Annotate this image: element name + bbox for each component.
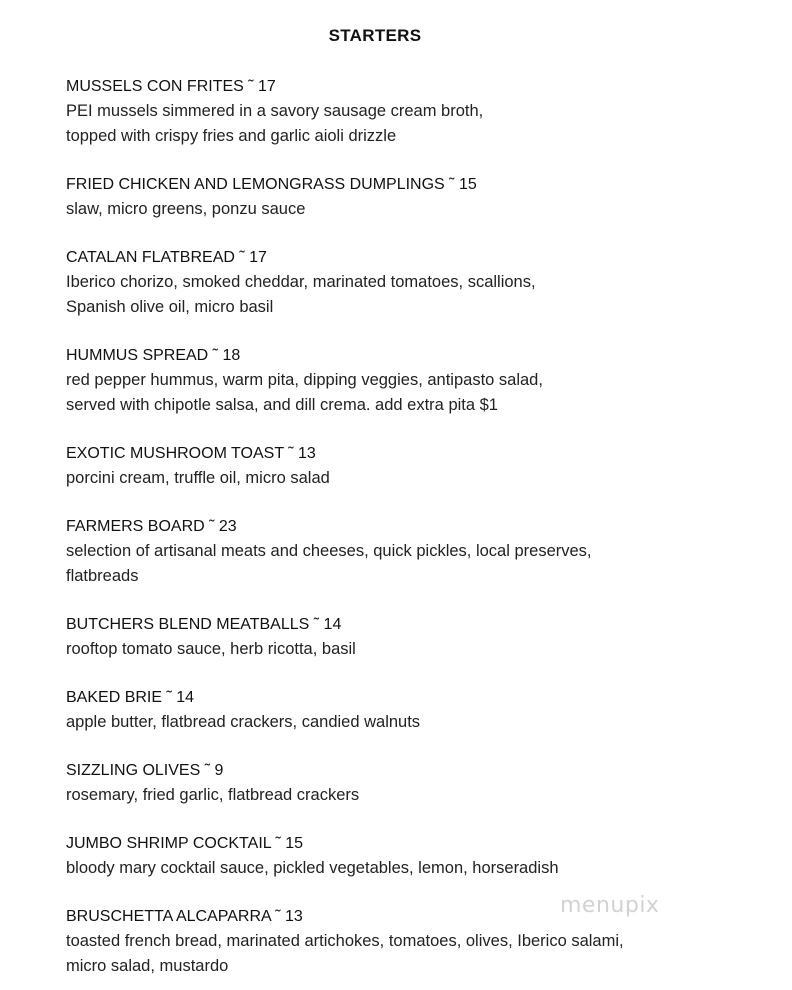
menu-item — [66, 343, 756, 418]
menu-item — [66, 514, 756, 589]
menu-item-name: EXOTIC MUSHROOM TOAST ˜ 13 — [66, 445, 316, 462]
menu-item-description: apple butter, flatbread crackers, candied walnuts — [66, 713, 421, 731]
menu-item-description: Iberico chorizo, smoked cheddar, marinated tomatoes, scallions, — [66, 273, 536, 291]
menu-item-name: FRIED CHICKEN AND LEMONGRASS DUMPLINGS ˜ 15 — [66, 176, 477, 193]
menu-item-name: JUMBO SHRIMP COCKTAIL ˜ 15 — [66, 835, 304, 852]
menu-item — [66, 74, 756, 149]
menu-item — [66, 831, 756, 881]
menu-item-description: red pepper hummus, warm pita, dipping veggies, antipasto salad, — [66, 371, 543, 389]
menu-item-name: SIZZLING OLIVES ˜ 9 — [66, 762, 224, 779]
menu-item — [66, 245, 756, 320]
section-title: STARTERS — [328, 26, 422, 45]
menu-item-description: served with chipotle salsa, and dill crema. add extra pita $1 — [66, 396, 498, 414]
menu-item-name: BAKED BRIE ˜ 14 — [66, 689, 195, 706]
menu-item-description: micro salad, mustardo — [66, 957, 229, 975]
menu-item-description: slaw, micro greens, ponzu sauce — [66, 200, 306, 218]
menu-item — [66, 612, 756, 662]
menu-item-name: BUTCHERS BLEND MEATBALLS ˜ 14 — [66, 616, 342, 633]
menu-item — [66, 441, 756, 491]
menu-item-name: MUSSELS CON FRITES ˜ 17 — [66, 78, 276, 95]
menu-item-name: FARMERS BOARD ˜ 23 — [66, 518, 237, 535]
menu-item-description: rooftop tomato sauce, herb ricotta, basil — [66, 640, 356, 658]
menu-item-description: porcini cream, truffle oil, micro salad — [66, 469, 330, 487]
menupix-watermark: menupix — [560, 893, 660, 918]
menu-item — [66, 172, 756, 222]
menu-item-description: PEI mussels simmered in a savory sausage cream broth, — [66, 102, 484, 120]
menu-item-description: toasted french bread, marinated artichokes, tomatoes, olives, Iberico salami, — [66, 932, 624, 950]
menu-item-name: HUMMUS SPREAD ˜ 18 — [66, 347, 241, 364]
menu-item-description: bloody mary cocktail sauce, pickled vegetables, lemon, horseradish — [66, 859, 559, 877]
menu-item-description: rosemary, fried garlic, flatbread crackers — [66, 786, 360, 804]
menu-item-description: selection of artisanal meats and cheeses, quick pickles, local preserves, — [66, 542, 592, 560]
menu-item-description: flatbreads — [66, 567, 139, 585]
menu-item-description: Spanish olive oil, micro basil — [66, 298, 274, 316]
menu-item-name: BRUSCHETTA ALCAPARRA ˜ 13 — [66, 908, 303, 925]
menu-item — [66, 758, 756, 808]
menu-item — [66, 685, 756, 735]
menu-items-list — [66, 74, 756, 979]
menu-item-description: topped with crispy fries and garlic aioli drizzle — [66, 127, 397, 145]
menu-item-name: CATALAN FLATBREAD ˜ 17 — [66, 249, 267, 266]
